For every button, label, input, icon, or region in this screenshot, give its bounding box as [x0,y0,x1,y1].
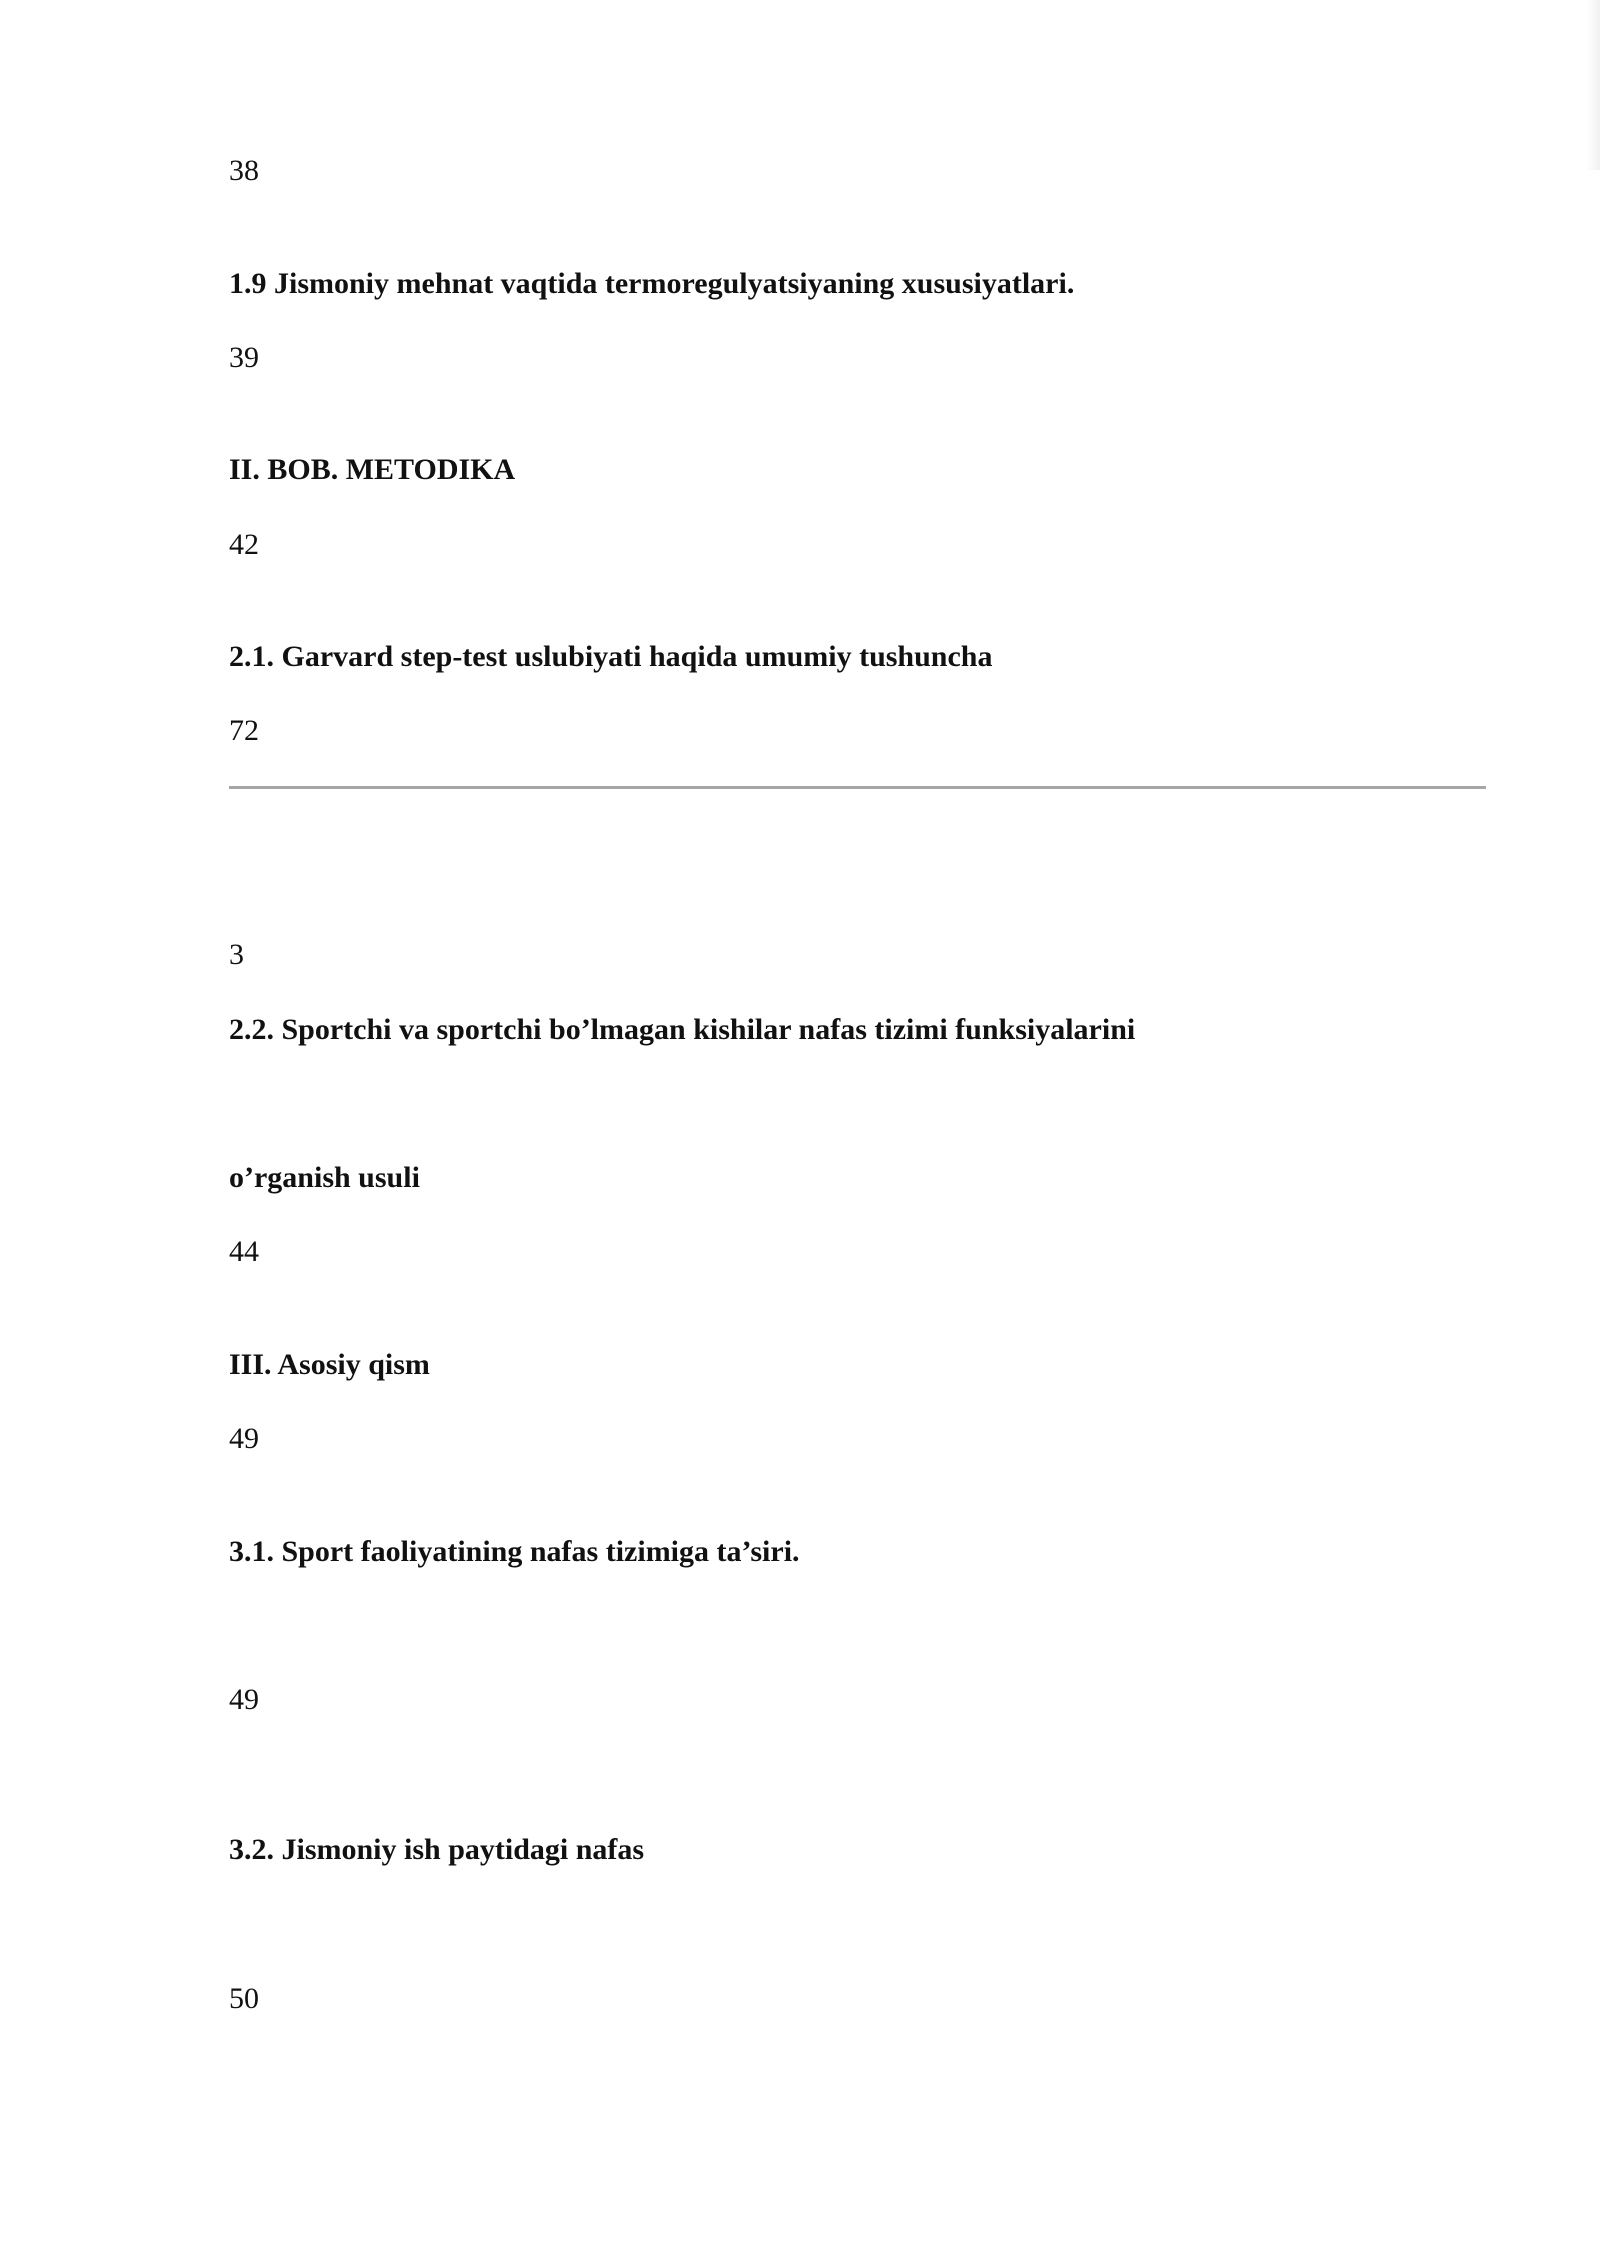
toc-page-number: 38 [229,154,259,187]
toc-page-number: 72 [229,714,259,747]
toc-page-number: 44 [229,1235,259,1268]
toc-page-number: 42 [229,528,259,561]
toc-heading: II. BOB. METODIKA [229,453,516,486]
toc-page-number: 49 [229,1422,259,1455]
toc-heading: o’rganish usuli [229,1161,420,1194]
toc-heading: 2.2. Sportchi va sportchi bo’lmagan kishilar nafas tizimi funksiyalarini [229,1013,1136,1046]
toc-heading: 3.1. Sport faoliyatining nafas tizimiga ta’siri. [229,1535,800,1568]
page-break-divider [229,786,1486,789]
page-number: 3 [229,938,244,971]
toc-heading: III. Asosiy qism [229,1348,430,1381]
toc-heading: 1.9 Jismoniy mehnat vaqtida termoregulyatsiyaning xususiyatlari. [229,267,1075,300]
page-edge-shadow [1586,0,1600,170]
toc-page-number: 50 [229,1982,259,2015]
toc-page-number: 39 [229,341,259,374]
toc-page-number: 49 [229,1683,259,1716]
toc-heading: 3.2. Jismoniy ish paytidagi nafas [229,1833,645,1866]
toc-heading: 2.1. Garvard step-test uslubiyati haqida umumiy tushuncha [229,640,993,673]
